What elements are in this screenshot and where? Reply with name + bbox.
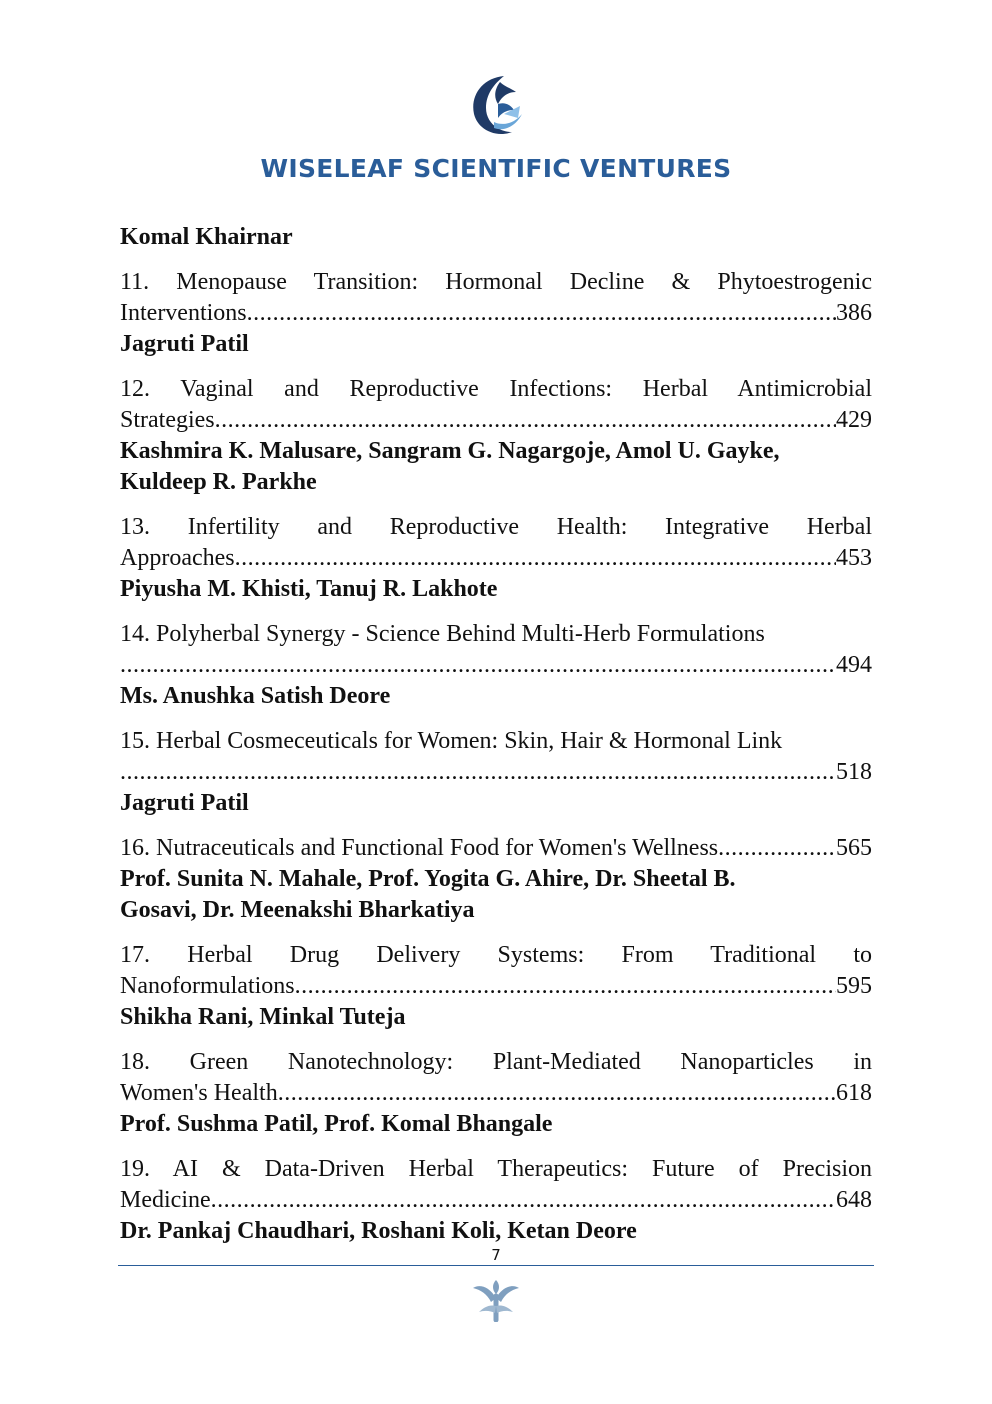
entry-authors: Shikha Rani, Minkal Tuteja (120, 1004, 406, 1030)
toc-entry-18 (120, 1047, 872, 1140)
entry-title: 17. Herbal Drug Delivery Systems: From Traditional to (120, 942, 872, 968)
entry-page-row (120, 833, 872, 864)
page-header (0, 70, 992, 183)
entry-authors: Kashmira K. Malusare, Sangram G. Nagargoje, Amol U. Gayke, (120, 438, 780, 464)
entry-title: 16. Nutraceuticals and Functional Food for Women's Wellness (120, 835, 719, 861)
leaf-ornament-icon (471, 1280, 521, 1322)
entry-page-number: 386 (836, 300, 872, 326)
entry-title-continued: Nanoformulations (120, 973, 295, 999)
entry-authors: Piyusha M. Khisti, Tanuj R. Lakhote (120, 576, 498, 602)
entry-authors: Ms. Anushka Satish Deore (120, 683, 391, 709)
dot-leader (295, 971, 836, 1002)
entry-page-row (120, 405, 872, 436)
entry-page-number: 518 (836, 759, 872, 785)
entry-title-continued: Medicine (120, 1187, 211, 1213)
entry-page-row (120, 1078, 872, 1109)
leading-author: Komal Khairnar (120, 224, 293, 250)
toc-entry-12 (120, 374, 872, 498)
dot-leader (235, 543, 836, 574)
table-of-contents (120, 222, 872, 1261)
dot-leader (120, 650, 836, 681)
entry-page-number: 429 (836, 407, 872, 433)
dot-leader (120, 757, 836, 788)
entry-page-row (120, 543, 872, 574)
footer-divider (118, 1265, 874, 1266)
toc-entry-15 (120, 726, 872, 819)
entry-authors: Prof. Sunita N. Mahale, Prof. Yogita G. Ahire, Dr. Sheetal B. (120, 866, 736, 892)
entry-page-number: 453 (836, 545, 872, 571)
entry-page-number: 595 (836, 973, 872, 999)
entry-authors: Dr. Pankaj Chaudhari, Roshani Koli, Ketan Deore (120, 1218, 637, 1244)
entry-title-continued: Approaches (120, 545, 235, 571)
entry-title: 14. Polyherbal Synergy - Science Behind Multi-Herb Formulations (120, 621, 765, 647)
toc-entry-13 (120, 512, 872, 605)
dot-leader (215, 405, 836, 436)
toc-entry-16 (120, 833, 872, 926)
dot-leader (278, 1078, 836, 1109)
publisher-name: WISELEAF SCIENTIFIC VENTURES (260, 154, 732, 183)
toc-entry-17 (120, 940, 872, 1033)
entry-page-number: 565 (836, 835, 872, 861)
entry-title-continued: Strategies (120, 407, 215, 433)
toc-entry-19 (120, 1154, 872, 1247)
page-number: 7 (491, 1246, 501, 1264)
entry-title: 13. Infertility and Reproductive Health: Integrative Herbal (120, 514, 872, 540)
entry-authors: Prof. Sushma Patil, Prof. Komal Bhangale (120, 1111, 553, 1137)
toc-entry-11 (120, 267, 872, 360)
entry-title: 12. Vaginal and Reproductive Infections: Herbal Antimicrobial (120, 376, 872, 402)
entry-page-row (120, 1185, 872, 1216)
winged-figure-logo-icon (464, 70, 528, 140)
entry-page-row (120, 650, 872, 681)
entry-title: 15. Herbal Cosmeceuticals for Women: Skin, Hair & Hormonal Link (120, 728, 783, 754)
dot-leader (247, 298, 836, 329)
toc-entry-14 (120, 619, 872, 712)
dot-leader (718, 833, 836, 864)
entry-title-continued: Women's Health (120, 1080, 278, 1106)
entry-title: 11. Menopause Transition: Hormonal Decline & Phytoestrogenic (120, 269, 872, 295)
entry-authors: Jagruti Patil (120, 790, 249, 816)
entry-page-number: 648 (836, 1187, 872, 1213)
dot-leader (211, 1185, 836, 1216)
entry-page-row (120, 298, 872, 329)
entry-page-row (120, 757, 872, 788)
entry-authors: Jagruti Patil (120, 331, 249, 357)
entry-title: 18. Green Nanotechnology: Plant-Mediated Nanoparticles in (120, 1049, 872, 1075)
entry-page-number: 494 (836, 652, 872, 678)
entry-authors-continued: Kuldeep R. Parkhe (120, 469, 317, 495)
entry-title: 19. AI & Data-Driven Herbal Therapeutics: Future of Precision (120, 1156, 872, 1182)
entry-title-continued: Interventions (120, 300, 247, 326)
entry-page-number: 618 (836, 1080, 872, 1106)
entry-authors-continued: Gosavi, Dr. Meenakshi Bharkatiya (120, 897, 475, 923)
entry-page-row (120, 971, 872, 1002)
